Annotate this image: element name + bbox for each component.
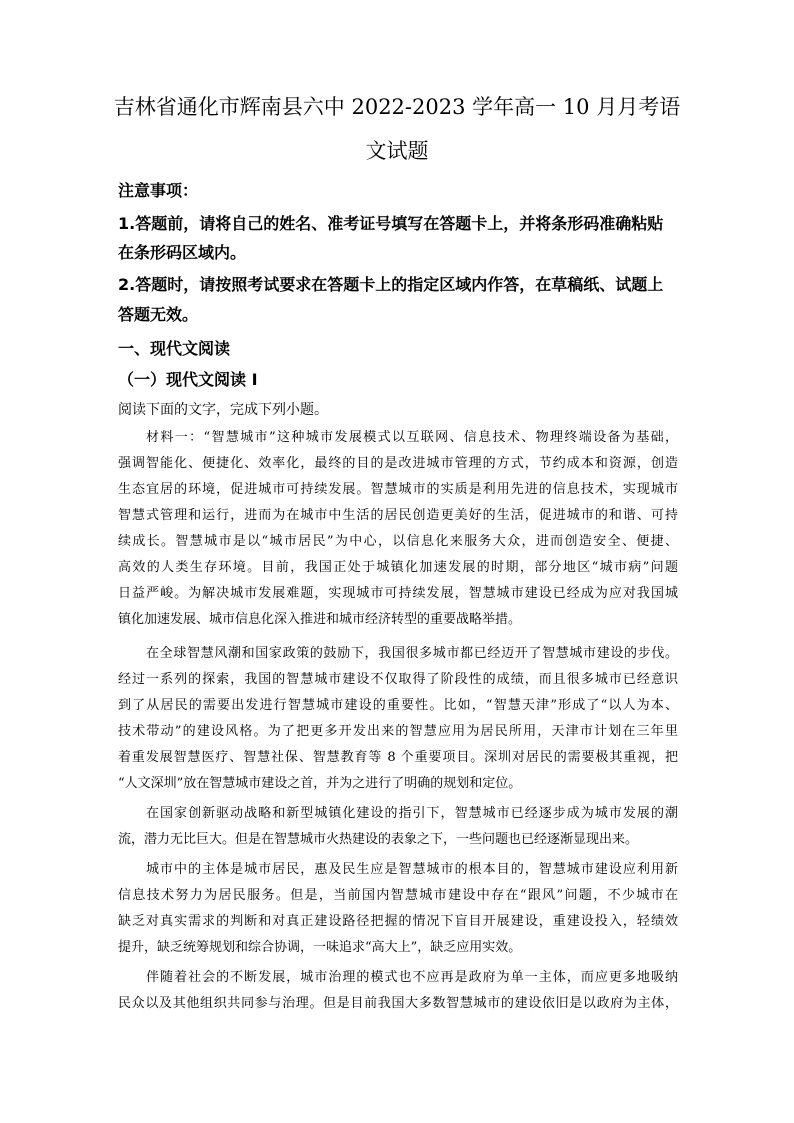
notice-item-1-line-1: 1.答题前，请将自己的姓名、准考证号填写在答题卡上，并将条形码准确粘贴: [118, 214, 664, 233]
paragraph-line: 日益严峻。为解决城市发展难题，实现城市可持续发展，智慧城市建设已经成为应对我国城: [118, 586, 678, 601]
paragraph-line: 提升，缺乏统筹规划和综合协调，一味追求“高大上”，缺乏应用实效。: [118, 940, 522, 955]
paragraph-line: 流，潜力无比巨大。但是在智慧城市火热建设的表象之下，一些问题也已经逐渐显现出来。: [118, 832, 639, 847]
paragraph-line: 民众以及其他组织共同参与治理。但是目前我国大多数智慧城市的建设依旧是以政府为主体，: [118, 996, 678, 1011]
document-title-line-1: 吉林省通化市辉南县六中 2022-2023 学年高一 10 月月考语: [113, 95, 681, 119]
subsection-heading: （一）现代文阅读 I: [118, 370, 258, 389]
paragraph-line: 在全球智慧风潮和国家政策的鼓励下，我国很多城市都已经迈开了智慧城市建设的步伐。: [146, 646, 678, 661]
paragraph-line: 续成长。智慧城市是以“城市居民”为中心，以信息化来服务大众，进而创造安全、便捷、: [118, 534, 678, 549]
notice-item-2-line-2: 答题无效。: [118, 305, 199, 324]
reading-instruction: 阅读下面的文字，完成下列小题。: [118, 402, 328, 418]
paragraph-line: 智慧式管理和运行，进而为在城市中生活的居民创造更美好的生活，促进城市的和谐、可持: [118, 508, 678, 523]
paragraph-line: 城市中的主体是城市居民，惠及民生应是智慧城市的根本目的，智慧城市建设应利用新: [146, 862, 678, 877]
paragraph-line: 到了从居民的需要出发进行智慧城市建设的重要性。比如，“智慧天津”形成了“以人为本、: [118, 698, 678, 713]
paragraph-line: 材料一：“智慧城市”这种城市发展模式以互联网、信息技术、物理终端设备为基础，: [146, 430, 678, 445]
paragraph-line: 经过一系列的探索，我国的智慧城市建设不仅取得了阶段性的成绩，而且很多城市已经意识: [118, 672, 678, 687]
notice-item-2-line-1: 2.答题时，请按照考试要求在答题卡上的指定区域内作答，在草稿纸、试题上: [118, 275, 664, 294]
notice-item-1-line-2: 在条形码区域内。: [118, 243, 247, 262]
paragraph-line: 高效的人类生存环境。目前，我国正处于城镇化加速发展的时期，部分地区“城市病”问题: [118, 560, 678, 575]
paragraph-line: 镇化加速发展、城市信息化深入推进和城市经济转型的重要战略举措。: [118, 612, 522, 627]
paragraph-line: 技术带动”的建设风格。为了把更多开发出来的智慧应用为居民所用，天津市计划在三年里: [118, 724, 678, 739]
paragraph-line: 生态宜居的环境，促进城市可持续发展。智慧城市的实质是利用先进的信息技术，实现城市: [118, 482, 678, 497]
paragraph-line: 信息技术努力为居民服务。但是，当前国内智慧城市建设中存在“跟风”问题，不少城市在: [118, 888, 678, 903]
document-title-line-2: 文试题: [365, 139, 429, 163]
paragraph-line: 着重发展智慧医疗、智慧社保、智慧教育等 8 个重要项目。深圳对居民的需要极其重视，把: [118, 750, 678, 765]
paragraph-line: 伴随着社会的不断发展，城市治理的模式也不应再是政府为单一主体，而应更多地吸纳: [146, 970, 678, 985]
paragraph-line: 在国家创新驱动战略和新型城镇化建设的指引下，智慧城市已经逐步成为城市发展的潮: [146, 806, 678, 821]
notice-heading: 注意事项：: [118, 181, 199, 200]
paragraph-line: “人文深圳”放在智慧城市建设之首，并为之进行了明确的规划和定位。: [118, 776, 522, 791]
section-heading: 一、现代文阅读: [118, 339, 231, 358]
paragraph-line: 缺乏对真实需求的判断和对真正建设路径把握的情况下盲目开展建设，重建设投入，轻绩效: [118, 914, 678, 929]
paragraph-line: 强调智能化、便捷化、效率化，最终的目的是改进城市管理的方式，节约成本和资源，创造: [118, 456, 678, 471]
